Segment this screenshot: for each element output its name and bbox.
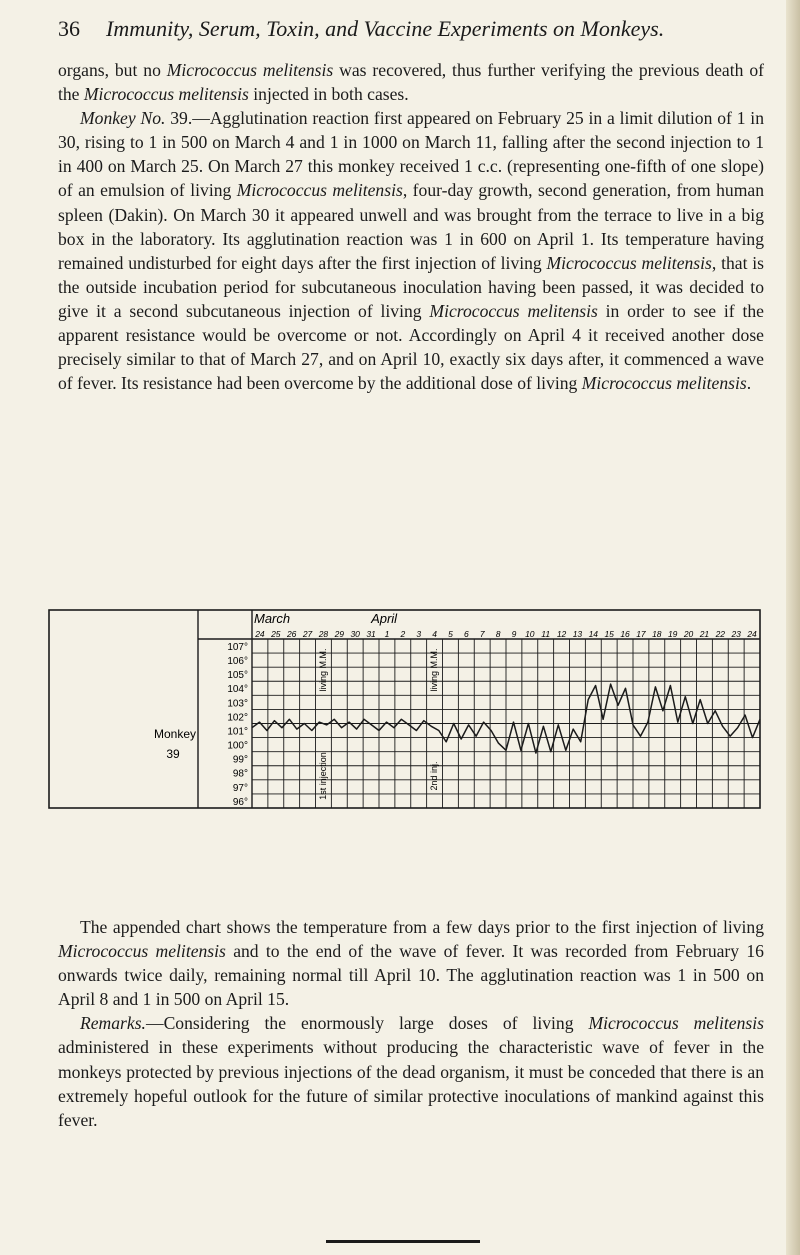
chart-desc-b: and to the end of the wave of fever. It was recorded from February 16 onwards twice daily, remaining normal till April 10. The agglutination reaction was 1 in 500 on April 8 and 1 in 500 on April 15. bbox=[58, 941, 764, 1010]
date-tick-label: 24 bbox=[747, 629, 757, 639]
chart-desc-a: The appended chart shows the temperature from a few days prior to the first injection of living bbox=[80, 917, 764, 937]
organism-name: Micrococcus melitensis bbox=[546, 252, 712, 273]
row-label-number: 39 bbox=[166, 747, 180, 761]
date-tick-label: 29 bbox=[334, 629, 345, 639]
date-tick-label: 5 bbox=[448, 629, 453, 639]
date-tick-label: 22 bbox=[715, 629, 726, 639]
date-tick-label: 1 bbox=[384, 629, 390, 639]
date-tick-label: 11 bbox=[541, 629, 551, 639]
organism-name: Micrococcus melitensis bbox=[581, 373, 747, 394]
body-text-top bbox=[58, 58, 764, 395]
temperature-tick-label: 106° bbox=[227, 656, 248, 668]
date-tick-label: 13 bbox=[572, 629, 583, 639]
date-tick-label: 21 bbox=[699, 629, 710, 639]
organism-name: Micrococcus melitensis bbox=[429, 300, 598, 321]
monkey-label: Monkey No. bbox=[80, 108, 166, 129]
body-text-bottom bbox=[58, 915, 764, 1132]
temperature-tick-label: 96° bbox=[232, 796, 248, 808]
chart-desc-organism: Micrococcus melitensis bbox=[58, 941, 226, 962]
date-tick-label: 27 bbox=[302, 629, 313, 639]
date-tick-label: 10 bbox=[525, 629, 535, 639]
organism-name: Micrococcus melitensis bbox=[236, 180, 403, 201]
end-rule bbox=[326, 1240, 480, 1243]
first-living-mm-marker: living M.M. bbox=[317, 648, 328, 692]
monkey-39-text: 39.—Agglutination reaction first appeared on February 25 in a limit dilution of 1 in 30, rising to 1 in 500 on March 4 and 1 in 1000 on March 11, falling after the second injection to 1 in 400 on March 25. On March 27 this monkey received 1 c.c. (representing one-fifth of one slope) of an emulsion of living Micrococcus melitensis, four-day growth, second generation, from human spleen (Dakin). On March 30 it appeared unwell and was brought from the terrace to live in a big box in the laboratory. Its agglutination reaction was 1 in 600 on April 1. Its temperature having remained undisturbed for eight days after the first injection of living Micrococcus melitensis, that is the outside incubation period for subcutaneous inoculation having been passed, it was decided to give it a second subcutaneous injection of living Micrococcus melitensis in order to see if the apparent resistance would be overcome or not. Accordingly on April 4 it received another dose precisely similar to that of March 27, and on April 10, exactly six days after, it commenced a wave of fever. Its resistance had been overcome by the additional dose of living Micrococcus melitensis. bbox=[58, 108, 764, 394]
temperature-tick-label: 98° bbox=[232, 768, 248, 780]
date-tick-label: 20 bbox=[683, 629, 694, 639]
date-tick-label: 4 bbox=[432, 629, 437, 639]
date-tick-label: 12 bbox=[556, 629, 567, 639]
date-tick-label: 16 bbox=[620, 629, 630, 639]
temperature-chart-svg bbox=[0, 594, 800, 894]
date-tick-label: 15 bbox=[604, 629, 614, 639]
date-tick-label: 19 bbox=[667, 629, 678, 639]
date-tick-label: 2 bbox=[400, 629, 406, 639]
page-number: 36 bbox=[58, 16, 80, 41]
temperature-tick-label: 102° bbox=[227, 712, 248, 724]
date-tick-label: 3 bbox=[416, 629, 422, 639]
remarks-b: administered in these experiments without producing the characteristic wave of fever in the monkeys protected by previous injections of the dead organism, it must be conceded that there is an extremely hopeful outlook for the future of similar protective inoculations of mankind against this fever. bbox=[58, 1037, 764, 1130]
second-living-mm-marker: living M.M. bbox=[428, 648, 439, 692]
remarks-organism: Micrococcus melitensis bbox=[588, 1013, 764, 1034]
month-label-april: April bbox=[371, 611, 398, 626]
date-tick-label: 14 bbox=[588, 629, 599, 639]
second-injection-marker: 2nd inj. bbox=[428, 761, 439, 791]
organism-name: Micrococcus melitensis bbox=[166, 60, 334, 80]
date-tick-label: 9 bbox=[511, 629, 517, 639]
temperature-tick-label: 105° bbox=[227, 670, 248, 682]
date-tick-label: 8 bbox=[495, 629, 501, 639]
date-tick-label: 30 bbox=[350, 629, 360, 639]
temperature-tick-label: 101° bbox=[227, 726, 248, 738]
date-tick-label: 31 bbox=[366, 629, 376, 639]
temperature-chart bbox=[0, 594, 800, 894]
paragraph-monkey-39 bbox=[58, 106, 764, 395]
date-tick-label: 6 bbox=[463, 629, 469, 639]
page-header bbox=[58, 10, 758, 50]
temperature-tick-label: 99° bbox=[232, 754, 248, 766]
remarks-a: —Considering the enormously large doses of living bbox=[145, 1013, 589, 1034]
first-injection-marker: 1st injection bbox=[317, 752, 328, 800]
temperature-tick-label: 100° bbox=[227, 740, 248, 752]
paragraph-remarks bbox=[58, 1011, 764, 1131]
date-tick-label: 7 bbox=[479, 629, 485, 639]
running-title: Immunity, Serum, Toxin, and Vaccine Experiments on Monkeys. bbox=[106, 16, 665, 41]
remarks-label: Remarks. bbox=[80, 1013, 146, 1034]
date-tick-label: 24 bbox=[255, 629, 265, 639]
date-tick-label: 17 bbox=[636, 629, 646, 639]
temperature-tick-label: 103° bbox=[227, 698, 248, 710]
paragraph-chart-description bbox=[58, 915, 764, 1011]
date-tick-label: 23 bbox=[731, 629, 741, 639]
month-label-march: March bbox=[254, 611, 291, 626]
date-tick-label: 18 bbox=[652, 629, 662, 639]
organism-name: Micrococcus melitensis bbox=[83, 84, 249, 105]
date-tick-label: 25 bbox=[271, 629, 281, 639]
temperature-tick-label: 97° bbox=[232, 782, 248, 794]
row-label-monkey: Monkey bbox=[153, 727, 196, 741]
temperature-tick-label: 104° bbox=[227, 684, 248, 696]
date-tick-label: 26 bbox=[286, 629, 297, 639]
temperature-tick-label: 107° bbox=[227, 641, 248, 653]
paragraph-continuation: organs, but no Micrococcus melitensis was recovered, thus further verifying the previous death of the Micrococcus melitensis injected in both cases. bbox=[58, 60, 764, 105]
date-tick-label: 28 bbox=[318, 629, 329, 639]
